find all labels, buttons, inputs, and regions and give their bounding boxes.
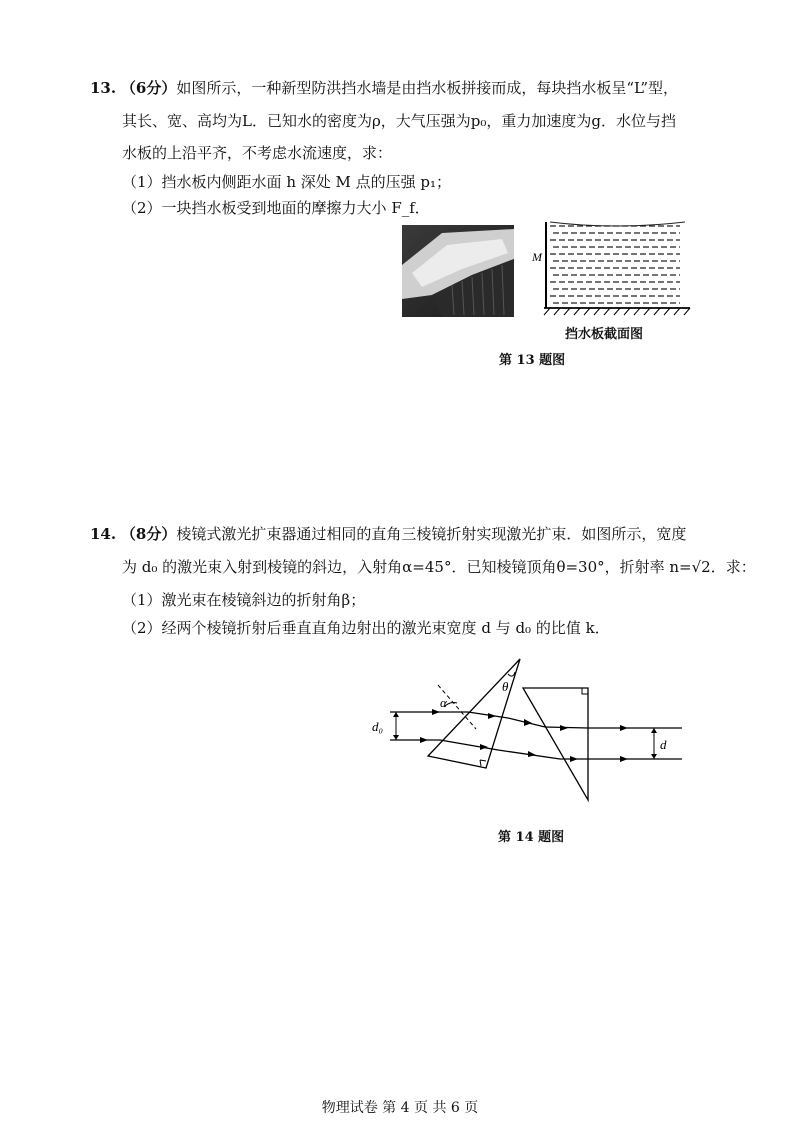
- q13-line2: 其长、宽、高均为L．已知水的密度为ρ，大气压强为p₀，重力加速度为g．水位与挡: [122, 112, 677, 130]
- page-footer: 物理试卷 第 4 页 共 6 页: [321, 1100, 479, 1116]
- q14-caption: 第 14 题图: [498, 830, 565, 845]
- wall-cross-section: [530, 220, 695, 320]
- label-alpha: α: [440, 695, 447, 710]
- q13-number: 13.: [90, 79, 117, 97]
- q13-part2: （2）一块挡水板受到地面的摩擦力大小 F_f．: [122, 199, 430, 217]
- flood-wall-photo: [402, 225, 514, 317]
- q14-part1: （1）激光束在棱镜斜边的折射角β；: [122, 591, 366, 609]
- q13-part1: （1）挡水板内侧距水面 h 深处 M 点的压强 p₁；: [122, 173, 452, 191]
- q13-points: （6分）: [120, 79, 177, 97]
- q14-line2: 为 d₀ 的激光束入射到棱镜的斜边，入射角α=45°．已知棱镜顶角θ=30°，折射率 n=√2．求：: [122, 558, 756, 576]
- q14-points: （8分）: [120, 525, 177, 543]
- prism-expander-diagram: [360, 655, 685, 805]
- prism-2: [523, 688, 588, 800]
- q13-subcaption: 挡水板截面图: [565, 327, 644, 342]
- q14-line1: [90, 524, 686, 544]
- q14-part2: （2）经两个棱镜折射后垂直直角边射出的激光束宽度 d 与 d₀ 的比值 k．: [122, 619, 610, 637]
- water-dashes: [550, 226, 680, 303]
- q13-line1: [90, 78, 678, 98]
- label-d0: d₀: [372, 719, 384, 734]
- q14-number: 14.: [90, 525, 117, 543]
- q13-caption: 第 13 题图: [499, 353, 566, 368]
- q13-line3: 水板的上沿平齐，不考虑水流速度，求：: [122, 144, 393, 162]
- label-theta: θ: [502, 679, 509, 694]
- label-m: M: [532, 250, 542, 264]
- label-d: d: [660, 737, 667, 752]
- ground-hatch: [544, 308, 690, 315]
- q13-text1: 如图所示，一种新型防洪挡水墙是由挡水板拼接而成，每块挡水板呈“L”型，: [176, 79, 679, 97]
- q14-text1: 棱镜式激光扩束器通过相同的直角三棱镜折射实现激光扩束．如图所示，宽度: [176, 525, 687, 543]
